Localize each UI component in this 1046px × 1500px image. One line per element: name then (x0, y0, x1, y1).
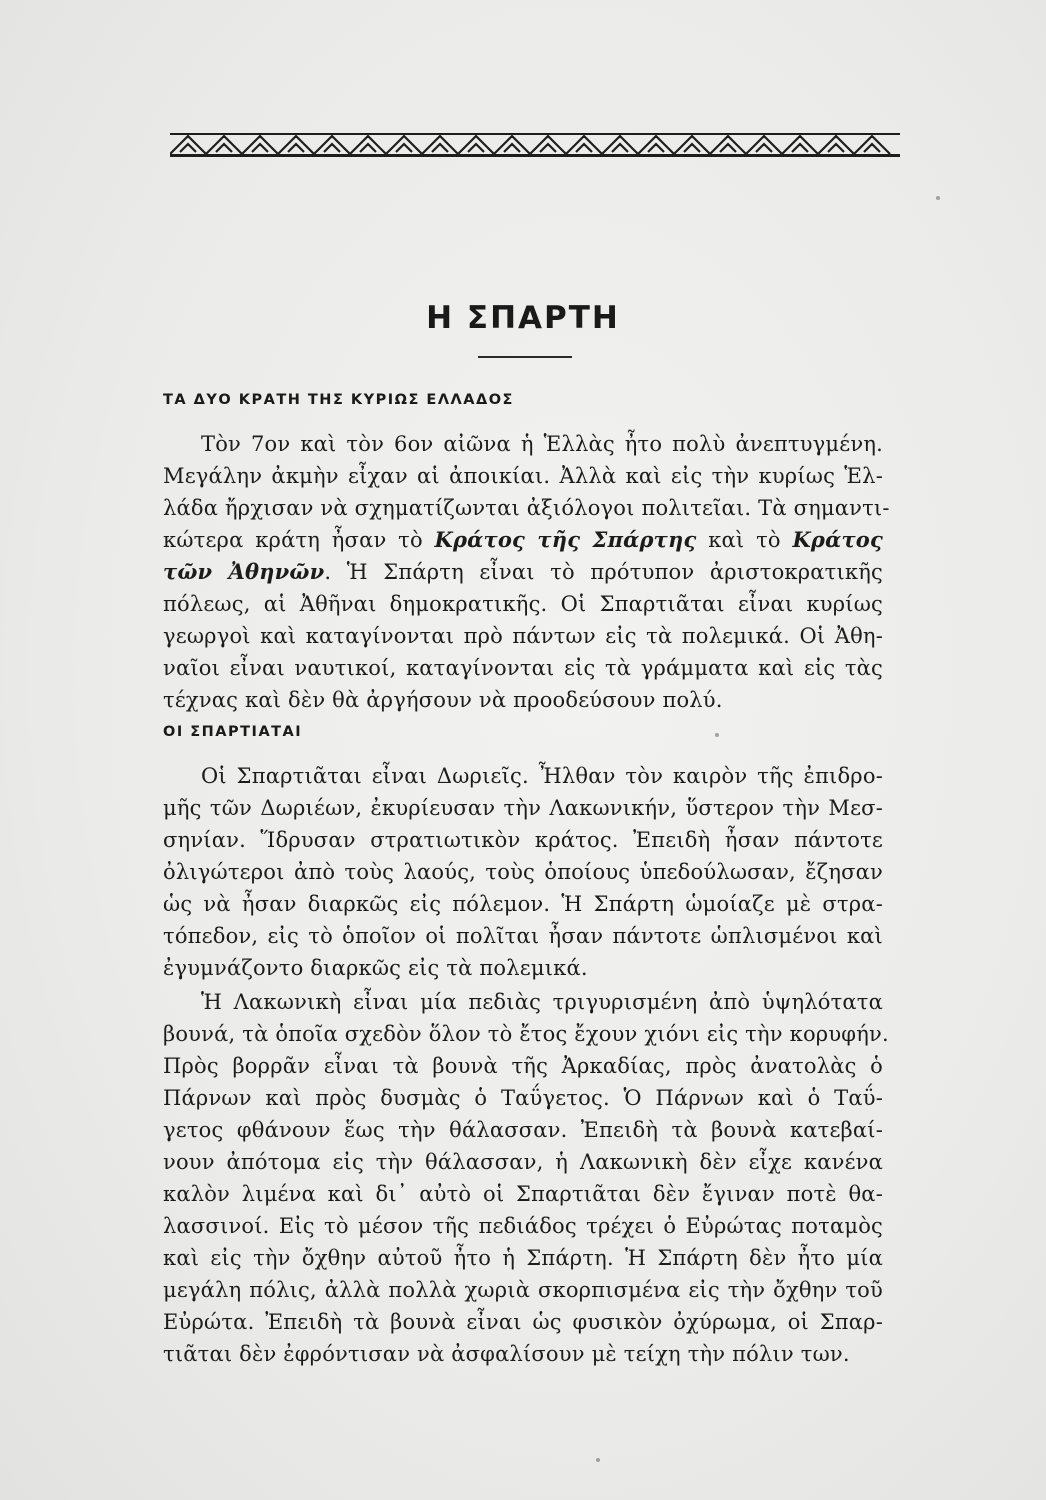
text-line: γετος φθάνουν ἕως τὴν θάλασσαν. Ἐπειδὴ τὰ βουνὰ κατεβαί- (163, 1118, 883, 1142)
text-fragment: κώτερα κράτη ἦσαν τὸ (163, 528, 423, 552)
text-line: σηνίαν. Ἵδρυσαν στρατιωτικὸν κράτος. Ἐπειδὴ ἦσαν πάντοτε (163, 828, 883, 852)
emphasis-athens: τῶν Ἀθηνῶν (163, 559, 325, 584)
text-line: Τὸν 7ον καὶ τὸν 6ον αἰῶνα ἡ Ἑλλὰς ἦτο πολὺ ἀνεπτυγμένη. (201, 432, 883, 456)
section-heading-two-states: ΤΑ ΔΥΟ ΚΡΑΤΗ ΤΗΣ ΚΥΡΙΩΣ ΕΛΛΑΔΟΣ (163, 392, 514, 408)
text-line: γεωργοὶ καὶ καταγίνονται πρὸ πάντων εἰς τὰ πολεμικά. Οἱ Ἀθη- (163, 624, 883, 648)
text-line: ναῖοι εἶναι ναυτικοί, καταγίνονται εἰς τὰ γράμματα καὶ εἰς τὰς (163, 656, 883, 680)
text-line: Εὐρώτα. Ἐπειδὴ τὰ βουνὰ εἶναι ὡς φυσικὸν ὀχύρωμα, οἱ Σπαρ- (163, 1310, 883, 1334)
title-underline (478, 356, 572, 358)
text-fragment: . Ἡ Σπάρτη εἶναι τὸ πρότυπον ἀριστοκρατικῆς (324, 560, 883, 584)
text-line: τόπεδον, εἰς τὸ ὁποῖον οἱ πολῖται ἦσαν πάντοτε ὡπλισμένοι καὶ (163, 924, 883, 948)
text-line: ὡς νὰ ἦσαν διαρκῶς εἰς πόλεμον. Ἡ Σπάρτη ὡμοίαζε μὲ στρα- (163, 892, 883, 916)
page-title: Η ΣΠΑΡΤΗ (426, 300, 620, 336)
text-line: βουνά, τὰ ὁποῖα σχεδὸν ὅλον τὸ ἔτος ἔχουν χιόνι εἰς τὴν κορυφήν. (163, 1022, 889, 1046)
text-line: Πάρνων καὶ πρὸς δυσμὰς ὁ Ταΰγετος. Ὁ Πάρνων καὶ ὁ Ταΰ- (163, 1086, 883, 1110)
text-line: μῆς τῶν Δωριέων, ἐκυρίευσαν τὴν Λακωνικήν, ὕστερον τὴν Μεσ- (163, 796, 883, 820)
text-line-with-emphasis (163, 526, 883, 554)
text-line: καὶ εἰς τὴν ὄχθην αὐτοῦ ἦτο ἡ Σπάρτη. Ἡ Σπάρτη δὲν ἦτο μία (163, 1246, 883, 1270)
text-line: Μεγάλην ἀκμὴν εἶχαν αἱ ἀποικίαι. Ἀλλὰ καὶ εἰς τὴν κυρίως Ἑλ- (163, 464, 883, 488)
text-line: τέχνας καὶ δὲν θὰ ἀργήσουν νὰ προοδεύσουν πολύ. (163, 688, 723, 712)
paper-speck (936, 196, 940, 200)
emphasis-state: Κράτος (792, 527, 883, 552)
paper-speck (596, 1458, 600, 1462)
text-line: καλὸν λιμένα καὶ δι᾿ αὐτὸ οἱ Σπαρτιᾶται δὲν ἔγιναν ποτὲ θα- (163, 1182, 883, 1206)
text-line: ἐγυμνάζοντο διαρκῶς εἰς τὰ πολεμικά. (163, 956, 588, 980)
text-line: Πρὸς βορρᾶν εἶναι τὰ βουνὰ τῆς Ἀρκαδίας, πρὸς ἀνατολὰς ὁ (163, 1054, 883, 1078)
text-line: Οἱ Σπαρτιᾶται εἶναι Δωριεῖς. Ἦλθαν τὸν καιρὸν τῆς ἐπιδρο- (201, 764, 883, 788)
greek-key-border-ornament (170, 130, 900, 160)
text-line: λάδα ἤρχισαν νὰ σχηματίζωνται ἀξιόλογοι πολιτεῖαι. Τὰ σημαντι- (163, 496, 890, 520)
paper-speck (715, 733, 719, 737)
section-heading-spartans: ΟΙ ΣΠΑΡΤΙΑΤΑΙ (163, 724, 303, 740)
text-fragment: καὶ τὸ (708, 528, 781, 552)
text-line: πόλεως, αἱ Ἀθῆναι δημοκρατικῆς. Οἱ Σπαρτιᾶται εἶναι κυρίως (163, 592, 883, 616)
text-line: τιᾶται δὲν ἐφρόντισαν νὰ ἀσφαλίσουν μὲ τείχη τὴν πόλιν των. (163, 1342, 850, 1366)
text-line: ὀλιγώτεροι ἀπὸ τοὺς λαούς, τοὺς ὁποίους ὑπεδούλωσαν, ἔζησαν (163, 860, 883, 884)
text-line: νουν ἀπότομα εἰς τὴν θάλασσαν, ἡ Λακωνικὴ δὲν εἶχε κανένα (163, 1150, 883, 1174)
text-line-with-emphasis (163, 558, 883, 586)
text-line: λασσινοί. Εἰς τὸ μέσον τῆς πεδιάδος τρέχει ὁ Εὐρώτας ποταμὸς (163, 1214, 883, 1238)
text-line: Ἡ Λακωνικὴ εἶναι μία πεδιὰς τριγυρισμένη ἀπὸ ὑψηλότατα (201, 990, 883, 1014)
emphasis-sparta-state: Κράτος τῆς Σπάρτης (434, 527, 697, 552)
text-line: μεγάλη πόλις, ἀλλὰ πολλὰ χωριὰ σκορπισμένα εἰς τὴν ὄχθην τοῦ (163, 1278, 883, 1302)
